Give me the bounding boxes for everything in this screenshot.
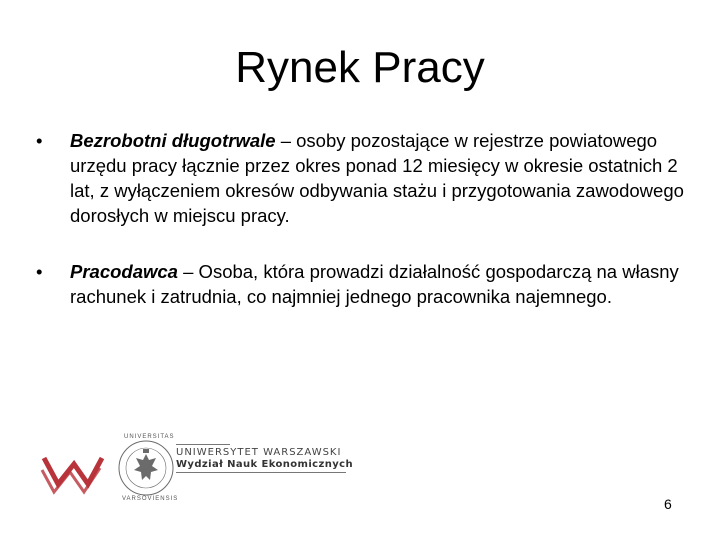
university-name: UNIWERSYTET WARSZAWSKI (176, 447, 342, 458)
bullet-term: Pracodawca (70, 261, 178, 282)
divider-line (176, 444, 230, 445)
divider-line (176, 472, 346, 473)
university-logo (40, 436, 370, 506)
bullet-text: – Osoba, która prowadzi działalność gospodarczą na własny rachunek i zatrudnia, co najmniej jednego pracownika najemnego. (70, 261, 679, 307)
bullet-item-employer (36, 259, 696, 309)
eagle-seal-icon (116, 436, 179, 502)
wne-chevron-logo-icon (40, 444, 106, 496)
seal-text-top: UNIVERSITAS (124, 434, 175, 440)
bullet-item-long-term-unemployed (36, 128, 696, 228)
page-number: 6 (664, 496, 672, 512)
bullet-term: Bezrobotni długotrwale (70, 130, 276, 151)
slide-title: Rynek Pracy (235, 43, 485, 92)
bullet-text: – osoby pozostające w rejestrze powiatowego urzędu pracy łącznie przez okres ponad 12 miesięcy w okresie ostatnich 2 lat, z wyłączeniem okresów odbywania stażu i przygotowania zawodowego dorosłych w miejscu pracy. (70, 130, 684, 226)
bullet-icon: • (36, 130, 43, 151)
university-wordmark (176, 442, 376, 475)
bullet-list (36, 128, 696, 340)
seal-text-bottom: VARSOVIENSIS (122, 496, 179, 502)
faculty-name: Wydział Nauk Ekonomicznych (176, 459, 354, 470)
bullet-icon: • (36, 261, 43, 282)
